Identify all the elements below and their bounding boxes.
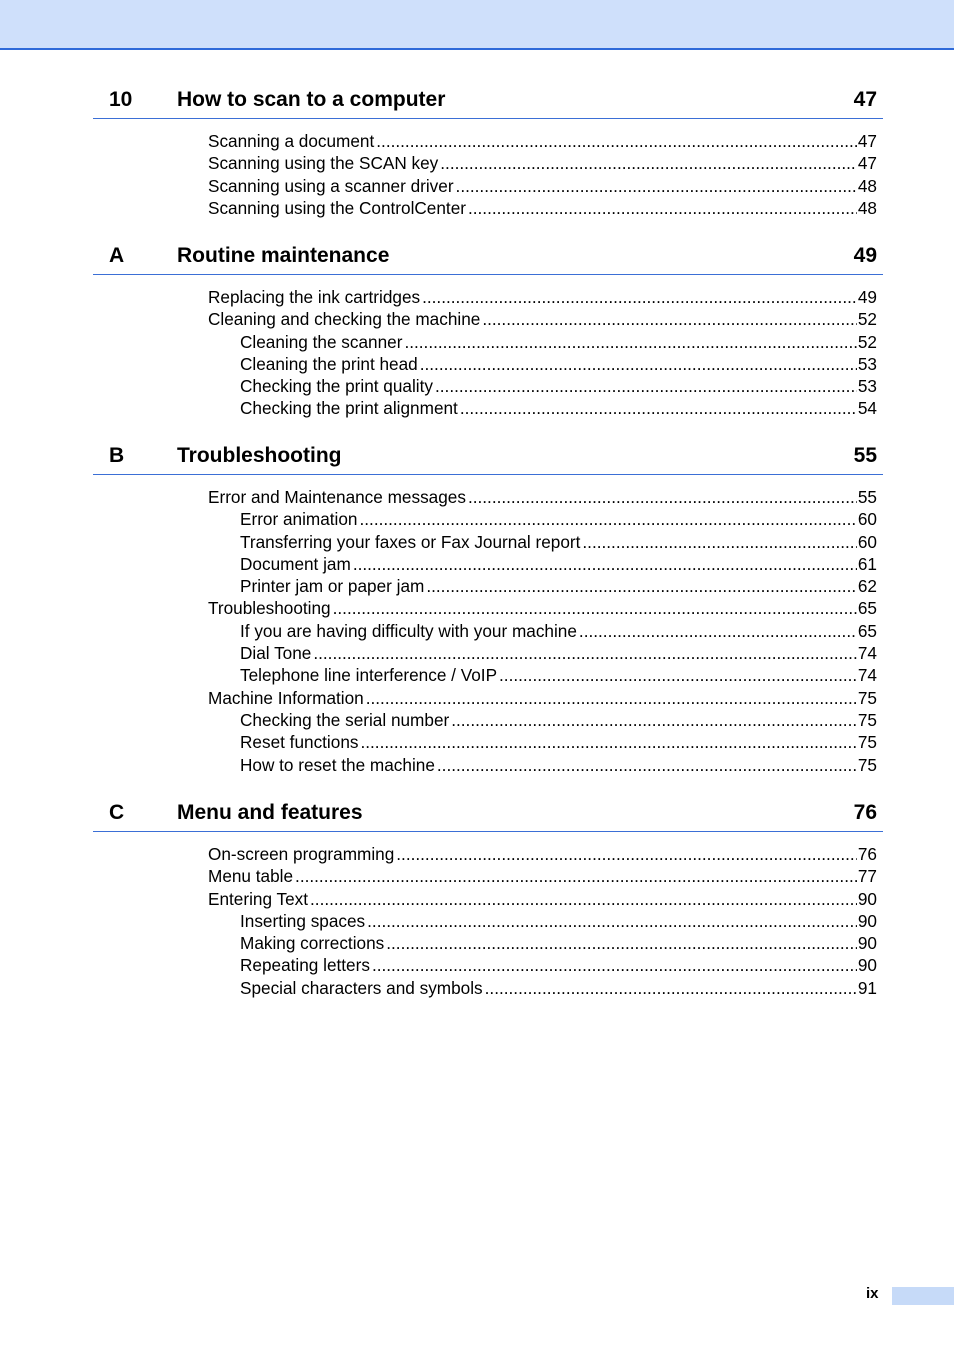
entry-page: 49 xyxy=(857,287,877,307)
entry-page: 90 xyxy=(857,933,877,954)
toc-entry[interactable] xyxy=(208,865,877,887)
entry-page: 47 xyxy=(857,131,877,151)
entry-title: Dial Tone xyxy=(240,643,312,664)
entry-title: Checking the serial number xyxy=(240,709,450,730)
entry-title: Document jam xyxy=(240,553,351,574)
chapter-title: Routine maintenance xyxy=(177,244,390,267)
toc-entry[interactable] xyxy=(208,197,877,219)
toc-subentry[interactable] xyxy=(240,731,877,753)
entry-page: 61 xyxy=(857,553,877,574)
chapter-page: 47 xyxy=(853,88,877,111)
entry-page: 62 xyxy=(857,576,877,597)
entry-list xyxy=(93,486,883,776)
entry-page: 75 xyxy=(857,687,877,708)
dot-leader xyxy=(468,197,857,219)
dot-leader xyxy=(360,731,856,753)
toc-entry[interactable] xyxy=(208,286,877,308)
entry-list xyxy=(93,286,883,420)
toc-subentry[interactable] xyxy=(240,709,877,731)
entry-page: 90 xyxy=(857,888,877,909)
dot-leader xyxy=(404,331,856,353)
toc-subentry[interactable] xyxy=(240,754,877,776)
header-band xyxy=(0,0,954,50)
toc-subentry[interactable] xyxy=(240,397,877,419)
dot-leader xyxy=(582,531,856,553)
toc-subentry[interactable] xyxy=(240,620,877,642)
dot-leader xyxy=(435,375,857,397)
entry-page: 74 xyxy=(857,665,877,686)
dot-leader xyxy=(482,308,857,330)
entry-page: 54 xyxy=(857,398,877,419)
dot-leader xyxy=(579,620,857,642)
entry-title: Scanning using the ControlCenter xyxy=(208,197,466,218)
chapter-number: A xyxy=(109,244,125,267)
toc-subentry[interactable] xyxy=(240,642,877,664)
chapter-page: 49 xyxy=(853,244,877,267)
toc-chapter xyxy=(93,440,883,776)
dot-leader xyxy=(376,130,857,152)
toc-entry[interactable] xyxy=(208,888,877,910)
dot-leader xyxy=(451,709,857,731)
entry-title: Making corrections xyxy=(240,933,385,954)
toc-entry[interactable] xyxy=(208,597,877,619)
entry-page: 75 xyxy=(857,709,877,730)
dot-leader xyxy=(420,353,857,375)
entry-list xyxy=(93,130,883,219)
toc-subentry[interactable] xyxy=(240,977,877,999)
entry-title: Replacing the ink cartridges xyxy=(208,287,421,307)
dot-leader xyxy=(333,597,857,619)
chapter-title: Troubleshooting xyxy=(177,444,342,467)
entry-page: 77 xyxy=(857,866,877,887)
entry-title: Transferring your faxes or Fax Journal report xyxy=(240,531,581,552)
dot-leader xyxy=(360,508,857,530)
entry-page: 74 xyxy=(857,643,877,664)
dot-leader xyxy=(367,910,857,932)
toc-subentry[interactable] xyxy=(240,531,877,553)
entry-page: 47 xyxy=(857,153,877,174)
dot-leader xyxy=(422,286,857,308)
entry-title: Printer jam or paper jam xyxy=(240,576,425,597)
chapter-title: How to scan to a computer xyxy=(177,88,446,111)
entry-title: Troubleshooting xyxy=(208,598,331,619)
entry-page: 91 xyxy=(857,977,877,998)
toc-entry[interactable] xyxy=(208,175,877,197)
entry-title: Error animation xyxy=(240,509,358,530)
toc-subentry[interactable] xyxy=(240,375,877,397)
entry-title: Reset functions xyxy=(240,732,359,753)
entry-title: Scanning using the SCAN key xyxy=(208,153,439,174)
toc-chapter xyxy=(93,797,883,999)
dot-leader xyxy=(426,575,857,597)
entry-list xyxy=(93,843,883,999)
footer-tab xyxy=(892,1287,954,1305)
dot-leader xyxy=(386,932,857,954)
entry-page: 76 xyxy=(857,844,877,864)
entry-page: 60 xyxy=(857,509,877,530)
chapter-heading[interactable] xyxy=(93,84,883,119)
dot-leader xyxy=(295,865,857,887)
entry-title: Checking the print quality xyxy=(240,376,433,397)
entry-page: 75 xyxy=(857,754,877,775)
entry-title: Cleaning and checking the machine xyxy=(208,309,481,330)
entry-page: 52 xyxy=(857,309,877,330)
toc-subentry[interactable] xyxy=(240,910,877,932)
toc-subentry[interactable] xyxy=(240,575,877,597)
chapter-heading[interactable] xyxy=(93,440,883,475)
chapter-number: 10 xyxy=(109,88,133,111)
dot-leader xyxy=(460,397,857,419)
chapter-page: 55 xyxy=(853,444,877,467)
toc-subentry[interactable] xyxy=(240,553,877,575)
toc-chapter xyxy=(93,240,883,420)
toc-subentry[interactable] xyxy=(240,353,877,375)
entry-page: 65 xyxy=(857,620,877,641)
entry-page: 90 xyxy=(857,955,877,976)
toc-subentry[interactable] xyxy=(240,664,877,686)
dot-leader xyxy=(468,486,857,508)
chapter-page: 76 xyxy=(853,801,877,824)
dot-leader xyxy=(499,664,857,686)
entry-page: 48 xyxy=(857,197,877,218)
entry-title: Entering Text xyxy=(208,888,309,909)
entry-page: 75 xyxy=(857,732,877,753)
chapter-number: B xyxy=(109,444,125,467)
entry-title: Repeating letters xyxy=(240,955,370,976)
dot-leader xyxy=(310,888,857,910)
entry-title: If you are having difficulty with your machine xyxy=(240,620,577,641)
toc-entry[interactable] xyxy=(208,486,877,508)
entry-title: Error and Maintenance messages xyxy=(208,487,466,507)
dot-leader xyxy=(372,954,857,976)
toc-subentry[interactable] xyxy=(240,932,877,954)
entry-title: Inserting spaces xyxy=(240,910,366,931)
dot-leader xyxy=(440,152,857,174)
chapter-number: C xyxy=(109,801,125,824)
chapter-heading[interactable] xyxy=(93,797,883,832)
entry-page: 52 xyxy=(857,331,877,352)
dot-leader xyxy=(313,642,857,664)
dot-leader xyxy=(437,754,857,776)
toc-subentry[interactable] xyxy=(240,508,877,530)
entry-title: Telephone line interference / VoIP xyxy=(240,665,498,686)
entry-title: How to reset the machine xyxy=(240,754,435,775)
dot-leader xyxy=(396,843,857,865)
entry-page: 90 xyxy=(857,910,877,931)
entry-page: 53 xyxy=(857,376,877,397)
toc-entry[interactable] xyxy=(208,130,877,152)
entry-title: On-screen programming xyxy=(208,844,395,864)
chapter-title: Menu and features xyxy=(177,801,363,824)
entry-title: Menu table xyxy=(208,866,294,887)
entry-title: Special characters and symbols xyxy=(240,977,483,998)
entry-title: Scanning a document xyxy=(208,131,375,151)
toc-chapter xyxy=(93,84,883,219)
toc-entry[interactable] xyxy=(208,152,877,174)
entry-title: Cleaning the print head xyxy=(240,353,418,374)
dot-leader xyxy=(366,687,857,709)
dot-leader xyxy=(353,553,857,575)
toc-subentry[interactable] xyxy=(240,954,877,976)
dot-leader xyxy=(456,175,857,197)
entry-title: Cleaning the scanner xyxy=(240,331,403,352)
entry-page: 65 xyxy=(857,598,877,619)
toc-subentry[interactable] xyxy=(240,331,877,353)
entry-page: 55 xyxy=(857,487,877,507)
entry-title: Checking the print alignment xyxy=(240,398,458,419)
toc-entry[interactable] xyxy=(208,843,877,865)
toc-entry[interactable] xyxy=(208,687,877,709)
toc-entry[interactable] xyxy=(208,308,877,330)
entry-title: Scanning using a scanner driver xyxy=(208,175,454,196)
entry-page: 48 xyxy=(857,175,877,196)
chapter-heading[interactable] xyxy=(93,240,883,275)
entry-page: 60 xyxy=(857,531,877,552)
entry-title: Machine Information xyxy=(208,687,364,708)
entry-page: 53 xyxy=(857,353,877,374)
dot-leader xyxy=(485,977,857,999)
page-number-label: ix xyxy=(866,1285,879,1302)
